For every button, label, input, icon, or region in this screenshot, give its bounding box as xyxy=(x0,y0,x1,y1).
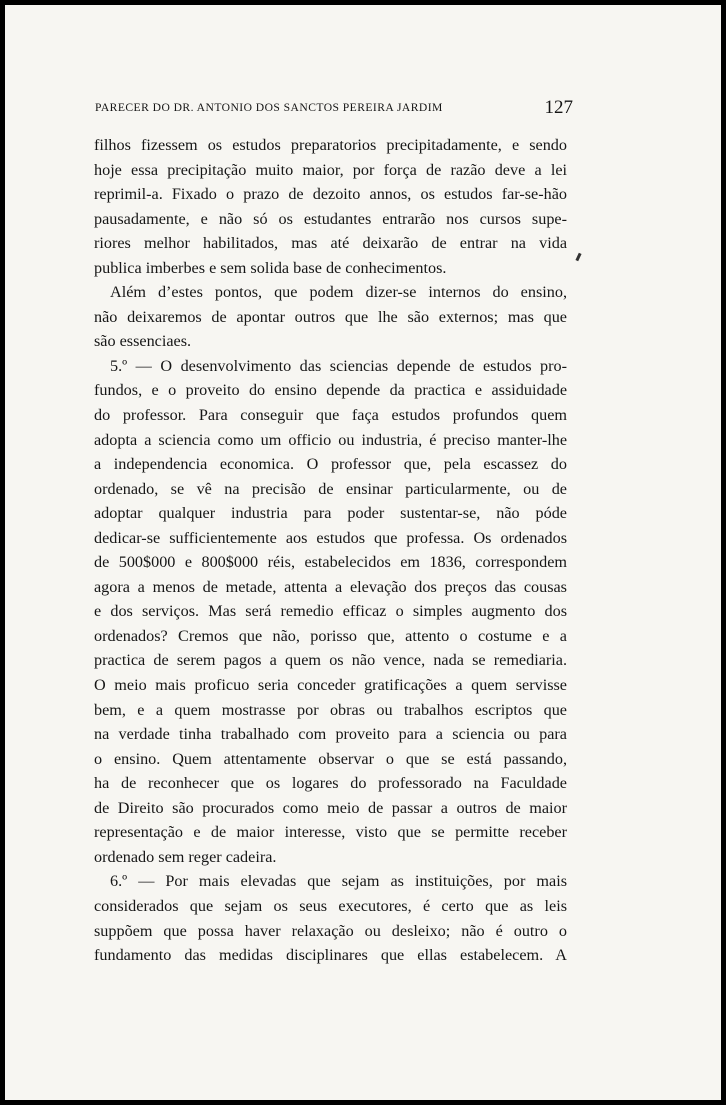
text-line: o ensino. Quem attentamente observar o que se está passando, xyxy=(94,749,567,768)
text-line: agora a menos de metade, attenta a elevação dos preços das cousas xyxy=(94,577,567,596)
text-line: pausadamente, e não só os estudantes entrarão nos cursos supe- xyxy=(94,209,567,228)
text-line: na verdade tinha trabalhado com proveito para a sciencia ou para xyxy=(94,725,567,744)
text-line: hoje essa precipitação muito maior, por força de razão deve a lei xyxy=(94,160,567,179)
text-line: fundos, e o proveito do ensino depende da practica e assiduidade xyxy=(94,381,567,400)
text-line: são essenciaes. xyxy=(94,332,192,351)
text-line: a independencia economica. O professor que, pela escassez do xyxy=(94,455,567,474)
text-line: Além d’estes pontos, que podem dizer-se internos do ensino, xyxy=(110,283,567,302)
text-line: dedicar-se sufficientemente aos estudos que professa. Os ordenados xyxy=(94,528,567,547)
text-line: 5.º — O desenvolvimento das sciencias depende de estudos pro- xyxy=(110,356,567,375)
text-line: adoptar qualquer industria para poder sustentar-se, não póde xyxy=(94,504,567,523)
text-line: publica imberbes e sem solida base de conhecimentos. xyxy=(94,258,447,277)
text-line: fundamento das medidas disciplinares que ellas estabelecem. A xyxy=(94,946,567,965)
page-header xyxy=(95,97,573,123)
page-number: 127 xyxy=(544,97,573,118)
running-head: PARECER DO DR. ANTONIO DOS SANCTOS PEREIRA JARDIM xyxy=(95,101,443,114)
text-line: suppõem que possa haver relaxação ou desleixo; não é outro o xyxy=(94,921,567,940)
text-line: ordenado sem reger cadeira. xyxy=(94,847,277,866)
text-line: ordenado, se vê na precisão de ensinar particularmente, ou de xyxy=(94,479,567,498)
text-line: não deixaremos de apontar outros que lhe são externos; mas que xyxy=(94,307,567,326)
text-line: considerados que sejam os seus executores, é certo que as leis xyxy=(94,896,567,915)
book-page xyxy=(5,5,721,1100)
text-line: ordenados? Cremos que não, porisso que, attento o costume e a xyxy=(94,626,567,645)
text-line: de Direito são procurados como meio de passar a outros de maior xyxy=(94,798,567,817)
text-line: ha de reconhecer que os logares do professorado na Faculdade xyxy=(94,774,567,793)
body-text xyxy=(94,133,567,968)
text-line: O meio mais proficuo seria conceder gratificações a quem servisse xyxy=(94,676,567,695)
text-line: representação e de maior interesse, visto que se permitte receber xyxy=(94,823,567,842)
text-line: bem, e a quem mostrasse por obras ou trabalhos escriptos que xyxy=(94,700,567,719)
text-line: practica de serem pagos a quem os não vence, nada se remediaria. xyxy=(94,651,567,670)
text-line: riores melhor habilitados, mas até deixarão de entrar na vida xyxy=(94,234,567,253)
text-line: filhos fizessem os estudos preparatorios precipitadamente, e sendo xyxy=(94,136,567,154)
text-line: adopta a sciencia como um officio ou industria, é preciso manter-lhe xyxy=(94,430,567,449)
text-line: e dos serviços. Mas será remedio efficaz o simples augmento dos xyxy=(94,602,567,621)
text-line: 6.º — Por mais elevadas que sejam as instituições, por mais xyxy=(110,872,567,891)
ink-mark xyxy=(575,253,581,262)
text-line: do professor. Para conseguir que faça estudos profundos quem xyxy=(94,406,567,425)
text-line: reprimil-a. Fixado o prazo de dezoito annos, os estudos far-se-hão xyxy=(94,185,567,204)
text-line: de 500$000 e 800$000 réis, estabelecidos em 1836, correspondem xyxy=(94,553,567,572)
